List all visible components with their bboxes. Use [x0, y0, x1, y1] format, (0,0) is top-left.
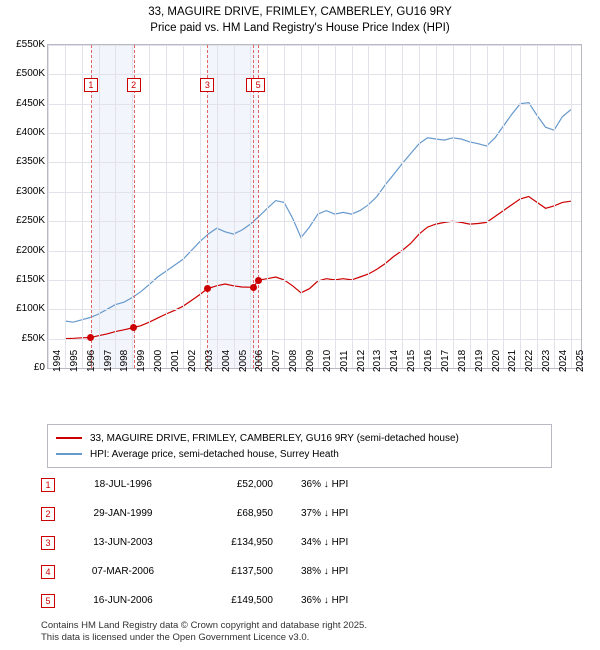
chart-marker-badge-2: 2	[127, 78, 141, 92]
x-axis-tick-label: 2018	[456, 349, 468, 372]
y-axis-tick-label: £100K	[16, 303, 45, 315]
x-axis-tick-label: 2010	[321, 349, 333, 372]
y-axis-tick-label: £150K	[16, 273, 45, 285]
row-hpi-difference: 34% ↓ HPI	[301, 537, 349, 548]
table-row	[41, 557, 561, 586]
chart-marker-badge-3: 3	[200, 78, 214, 92]
row-marker-badge: 5	[41, 594, 55, 608]
row-hpi-difference: 38% ↓ HPI	[301, 566, 349, 577]
row-marker-badge: 3	[41, 536, 55, 550]
chart-marker-badge-1: 1	[84, 78, 98, 92]
x-axis-tick-label: 2013	[372, 349, 384, 372]
row-hpi-difference: 37% ↓ HPI	[301, 508, 349, 519]
legend-item-hpi	[56, 446, 543, 462]
x-axis-tick-label: 2008	[288, 349, 300, 372]
row-price: £149,500	[231, 595, 273, 606]
row-date: 13-JUN-2003	[93, 537, 153, 548]
row-number-cell	[41, 594, 63, 608]
y-axis-tick-label: £250K	[16, 215, 45, 227]
title-line-2: Price paid vs. HM Land Registry's House Price Index (HPI)	[150, 22, 450, 34]
y-axis-tick-label: £500K	[16, 68, 45, 80]
y-axis-tick-label: £0	[33, 362, 45, 373]
footer-line-1: Contains HM Land Registry data © Crown copyright and database right 2025.	[41, 620, 367, 631]
x-axis-tick-label: 2012	[355, 349, 367, 372]
y-axis-tick-label: £50K	[21, 332, 45, 344]
x-axis-tick-label: 1998	[119, 349, 131, 372]
x-axis-tick-label: 2007	[271, 349, 283, 372]
row-price: £137,500	[231, 566, 273, 577]
legend-label-price-paid: 33, MAGUIRE DRIVE, FRIMLEY, CAMBERLEY, GU16 9RY (semi-detached house)	[90, 432, 459, 444]
x-axis-tick-label: 1995	[68, 349, 80, 372]
legend-label-hpi: HPI: Average price, semi-detached house, Surrey Heath	[90, 448, 339, 460]
y-axis-tick-label: £400K	[16, 127, 45, 139]
legend-swatch-price-paid	[56, 437, 82, 439]
y-axis-tick-label: £550K	[16, 39, 45, 50]
x-axis-tick-label: 2024	[558, 349, 569, 372]
y-axis-tick-label: £200K	[16, 244, 45, 256]
row-price: £134,950	[231, 537, 273, 548]
x-axis-tick-label: 1996	[85, 349, 97, 372]
x-axis-tick-label: 2023	[541, 349, 553, 372]
legend-swatch-hpi	[56, 453, 82, 455]
chart-legend	[47, 424, 552, 468]
x-axis-tick-label: 2006	[254, 349, 266, 372]
footer-attribution	[41, 620, 581, 644]
row-number-cell	[41, 478, 63, 492]
row-number-cell	[41, 565, 63, 579]
x-axis-tick-label: 2014	[389, 349, 401, 372]
row-date: 18-JUL-1996	[94, 479, 152, 490]
chart-marker-badge-5: 5	[251, 78, 265, 92]
x-axis-tick-label: 2017	[439, 349, 451, 372]
x-axis-tick-label: 2015	[406, 349, 418, 372]
x-axis-tick-label: 2022	[524, 349, 536, 372]
row-date: 07-MAR-2006	[91, 566, 155, 577]
transactions-table	[41, 470, 561, 615]
table-row	[41, 470, 561, 499]
row-price: £52,000	[236, 479, 273, 490]
y-axis-tick-label: £450K	[16, 97, 45, 109]
x-axis-tick-label: 1994	[52, 349, 63, 372]
row-date: 29-JAN-1999	[93, 508, 153, 519]
x-axis-tick-label: 2021	[507, 349, 519, 372]
row-marker-badge: 2	[41, 507, 55, 521]
x-axis-tick-label: 2020	[490, 349, 502, 372]
legend-item-price-paid	[56, 430, 543, 446]
x-axis-tick-label: 2011	[338, 350, 350, 372]
row-hpi-difference: 36% ↓ HPI	[301, 595, 349, 606]
row-number-cell	[41, 507, 63, 521]
table-row	[41, 528, 561, 557]
x-axis-tick-label: 1999	[136, 349, 148, 372]
x-axis-tick-label: 2000	[153, 349, 165, 372]
x-axis-tick-label: 2025	[574, 349, 586, 372]
title-line-1: 33, MAGUIRE DRIVE, FRIMLEY, CAMBERLEY, GU16 9RY	[148, 6, 452, 18]
row-marker-badge: 1	[41, 478, 55, 492]
x-axis-tick-label: 2005	[237, 349, 249, 372]
y-axis-tick-label: £300K	[16, 185, 45, 197]
x-axis-tick-label: 2016	[423, 349, 435, 372]
table-row	[41, 499, 561, 528]
row-hpi-difference: 36% ↓ HPI	[301, 479, 349, 490]
x-axis-tick-label: 2004	[220, 349, 232, 372]
x-axis-tick-label: 2019	[473, 349, 485, 372]
table-row	[41, 586, 561, 615]
row-date: 16-JUN-2006	[93, 595, 153, 606]
row-price: £68,950	[236, 508, 273, 519]
row-marker-badge: 4	[41, 565, 55, 579]
y-axis-tick-label: £350K	[16, 156, 45, 168]
x-axis-tick-label: 2002	[186, 349, 198, 372]
x-axis-tick-label: 2009	[305, 349, 316, 372]
row-number-cell	[41, 536, 63, 550]
x-axis-tick-label: 2001	[170, 349, 182, 372]
x-axis-tick-label: 2003	[203, 349, 215, 372]
footer-line-2: This data is licensed under the Open Government Licence v3.0.	[41, 632, 310, 643]
x-axis-tick-label: 1997	[102, 349, 114, 372]
